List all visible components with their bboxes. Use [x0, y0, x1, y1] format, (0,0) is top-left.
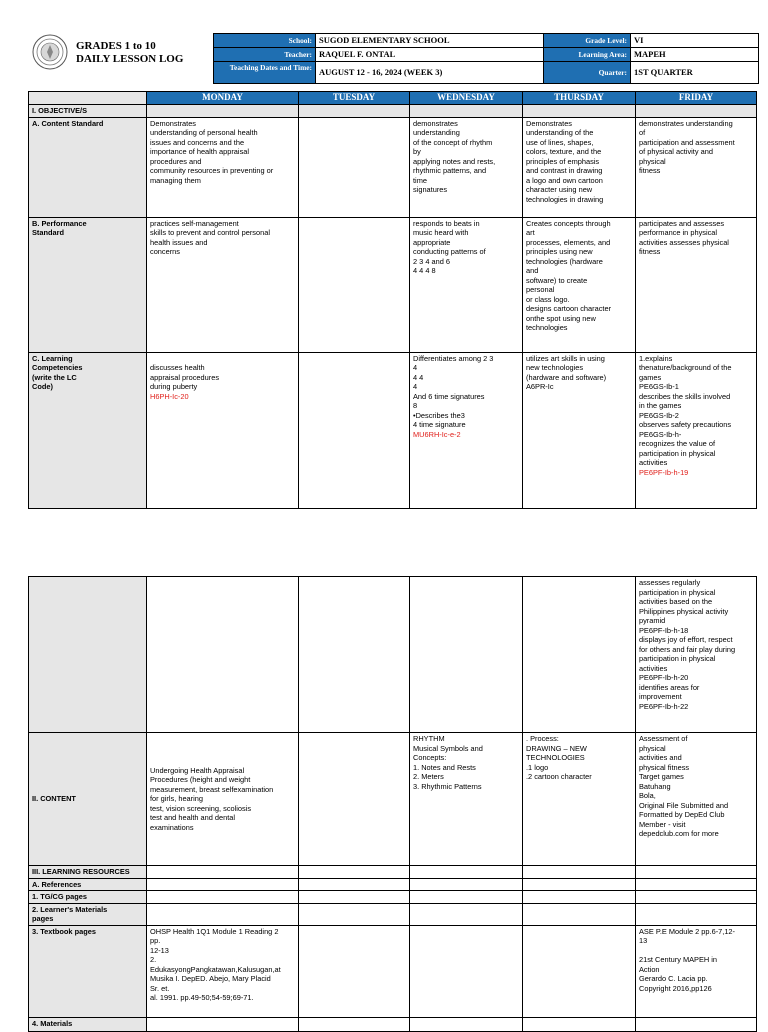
school-label: School: [214, 34, 316, 48]
learning-competencies-friday [636, 352, 757, 508]
quarter-label: Quarter: [544, 62, 631, 84]
day-monday: MONDAY [147, 92, 299, 105]
lc-wednesday-code: MU6RH-Ic-e-2 [413, 429, 461, 439]
title-line-2: DAILY LESSON LOG [76, 53, 184, 65]
learning-competencies-tuesday [299, 352, 410, 508]
teacher-value: RAQUEL F. ONTAL [316, 48, 544, 62]
content-friday: Assessment of physical activities and physical fitness Target games Batuhang Bola, Original File Submitted and Formatted by DepEd Club Member - visit depedclub.com for more [636, 733, 757, 866]
textbook-monday: OHSP Health 1Q1 Module 1 Reading 2 pp. 12-13 2. EdukasyongPangkatawan,Kalusugan,at Musika I. DepED. Abejo, Mary Placid Sr. et. al. 1991. pp.49-50;54-59;69-71. [147, 925, 299, 1017]
performance-standard-label: B. Performance Standard [29, 217, 147, 352]
learning-competencies-wednesday [410, 352, 523, 508]
lc-monday-text: discusses health appraisal procedures during puberty [150, 363, 220, 391]
lc-friday-code: PE6PF-Ib-h-19 [639, 467, 689, 477]
learning-competencies-label: C. Learning Competencies (write the LC Code) [29, 352, 147, 508]
performance-standard-tuesday [299, 217, 410, 352]
lc-monday-code: H6PH-Ic-20 [150, 391, 189, 401]
area-value: MAPEH [631, 48, 759, 62]
content-thursday: . Process: DRAWING – NEW TECHNOLOGIES .1 logo .2 cartoon character [523, 733, 636, 866]
performance-standard-thursday: Creates concepts through art processes, elements, and principles using new technologies (hardware and software) to create personal or class logo. designs cartoon character onthe spot using new technologies [523, 217, 636, 352]
content-standard-tuesday [299, 117, 410, 217]
section-resources: III. LEARNING RESOURCES [29, 866, 147, 879]
dates-value: AUGUST 12 - 16, 2024 (WEEK 3) [316, 62, 544, 84]
section-content: II. CONTENT [29, 733, 147, 866]
performance-standard-monday: practices self-management skills to prevent and control personal health issues and concerns [147, 217, 299, 352]
continuation-friday: assesses regularly participation in physical activities based on the Philippines physical activity pyramid PE6PF-Ib-h-18 displays joy of effort, respect for others and fair play during participation in physical activities PE6PF-Ib-h-20 identifies areas for improvement PE6PF-Ib-h-22 [636, 577, 757, 733]
content-standard-wednesday: demonstrates understanding of the concept of rhythm by applying notes and rests, rhythmic patterns, and time signatures [410, 117, 523, 217]
area-label: Learning Area: [544, 48, 631, 62]
day-friday: FRIDAY [636, 92, 757, 105]
learning-competencies-thursday: utilizes art skills in using new technologies (hardware and software) A6PR-Ic [523, 352, 636, 508]
day-wednesday: WEDNESDAY [410, 92, 523, 105]
day-thursday: THURSDAY [523, 92, 636, 105]
content-monday: Undergoing Health Appraisal Procedures (height and weight measurement, breast selfexamination for girls, hearing test, vision screening, scoliosis test and health and dental examinations [147, 733, 299, 866]
corner-cell [29, 92, 147, 105]
teacher-label: Teacher: [214, 48, 316, 62]
title-line-1: GRADES 1 to 10 [76, 40, 156, 52]
content-wednesday: RHYTHM Musical Symbols and Concepts: 1. Notes and Rests 2. Meters 3. Rhythmic Patterns [410, 733, 523, 866]
grade-label: Grade Level: [544, 34, 631, 48]
performance-standard-friday: participates and assesses performance in physical activities assesses physical fitness [636, 217, 757, 352]
deped-seal [32, 34, 68, 70]
performance-standard-wednesday: responds to beats in music heard with appropriate conducting patterns of 2 3 4 and 6 4 4 4 8 [410, 217, 523, 352]
grade-value: VI [631, 34, 759, 48]
lc-wednesday-text: Differentiates among 2 3 4 4 4 4 And 6 time signatures 8 •Describes the3 4 time signature [413, 353, 494, 429]
content-standard-label: A. Content Standard [29, 117, 147, 217]
header-info-table [213, 33, 759, 84]
day-tuesday: TUESDAY [299, 92, 410, 105]
references-label: A. References [29, 878, 147, 891]
log-title [76, 40, 216, 66]
learning-competencies-monday [147, 352, 299, 508]
section-objectives: I. OBJECTIVE/S [29, 105, 147, 118]
quarter-value: 1ST QUARTER [631, 62, 759, 84]
dates-label: Teaching Dates and Time: [214, 62, 316, 84]
continuation-label [29, 577, 147, 733]
lc-friday-text: 1.explains thenature/background of the games PE6GS-Ib-1 describes the skills involved in the games PE6GS-Ib-2 observes safety precautions PE6GS-Ib-h- recognizes the value of participation in physical activities [639, 353, 732, 467]
content-standard-thursday: Demonstrates understanding of the use of lines, shapes, colors, texture, and the principles of emphasis and contrast in drawing a logo and own cartoon character using new technologies in drawing [523, 117, 636, 217]
content-standard-friday: demonstrates understanding of participation and assessment of physical activity and physical fitness [636, 117, 757, 217]
content-tuesday [299, 733, 410, 866]
textbook-friday: ASE P.E Module 2 pp.6-7,12- 13 21st Century MAPEH in Action Gerardo C. Lacia pp. Copyright 2016,pp126 [636, 925, 757, 1017]
school-value: SUGOD ELEMENTARY SCHOOL [316, 34, 544, 48]
lesson-log-table-continued [28, 576, 757, 1032]
lesson-log-table [28, 91, 757, 509]
lm-pages-label: 2. Learner's Materials pages [29, 903, 147, 925]
materials-label: 4. Materials [29, 1017, 147, 1031]
textbook-pages-label: 3. Textbook pages [29, 925, 147, 1017]
content-standard-monday: Demonstrates understanding of personal health issues and concerns and the importance of health appraisal procedures and community resources in preventing or managing them [147, 117, 299, 217]
tg-pages-label: 1. TG/CG pages [29, 891, 147, 904]
